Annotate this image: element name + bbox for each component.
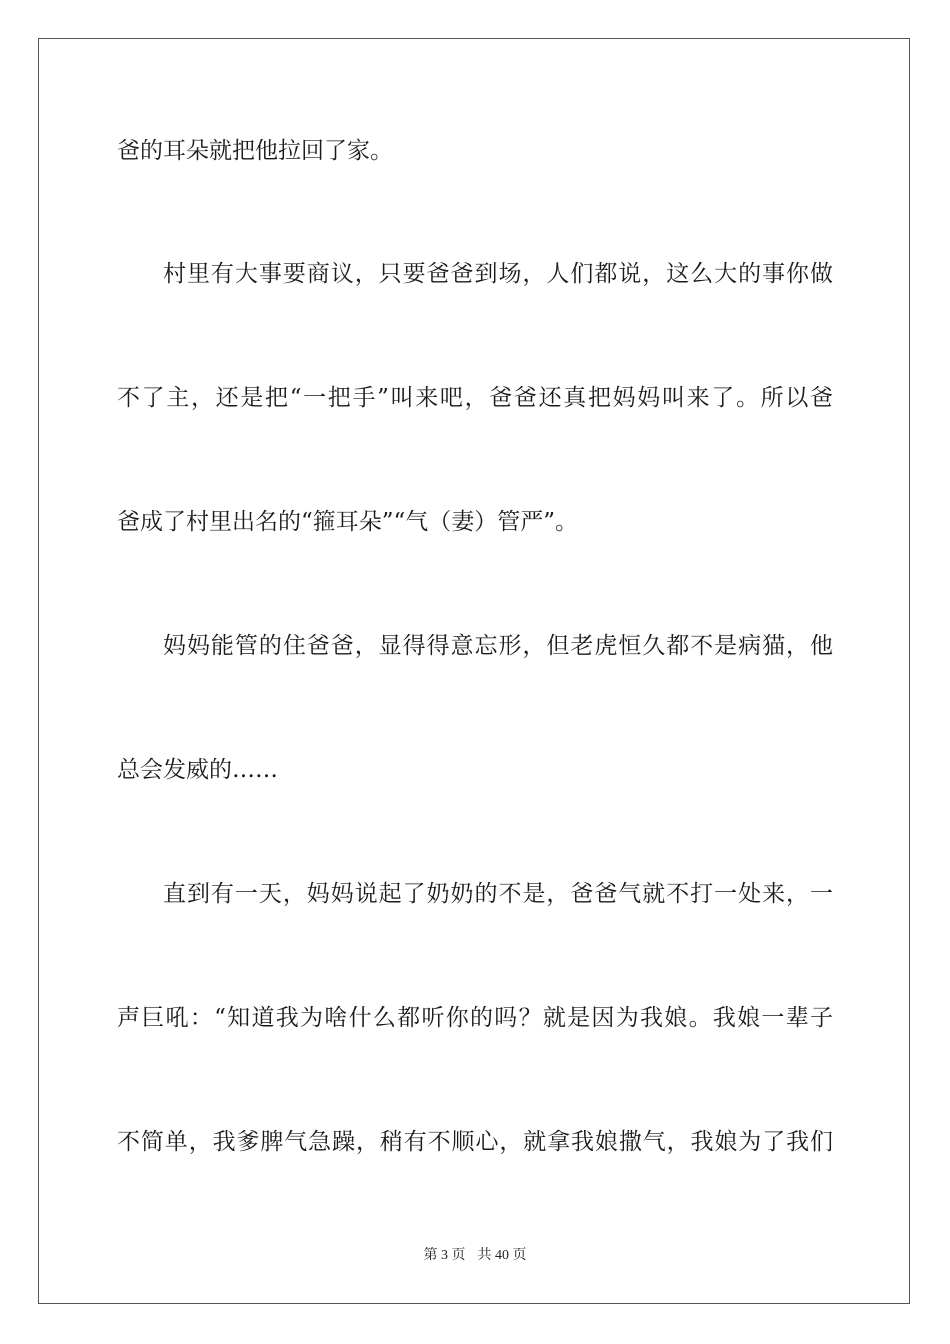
text-line-7: 直到有一天，妈妈说起了奶奶的不是，爸爸气就不打一处来，一	[163, 881, 833, 907]
text-line-4: 爸成了村里出名的“箍耳朵”“气（妻）管严”。	[117, 509, 579, 535]
text-line-3: 不了主，还是把“一把手”叫来吧，爸爸还真把妈妈叫来了。所以爸	[117, 385, 833, 411]
text-line-8: 声巨吼：“知道我为啥什么都听你的吗？就是因为我娘。我娘一辈子	[117, 1005, 833, 1031]
page-footer	[0, 1247, 950, 1265]
page-border	[38, 38, 910, 1304]
text-line-1: 爸的耳朵就把他拉回了家。	[117, 138, 393, 164]
text-line-5: 妈妈能管的住爸爸，显得得意忘形，但老虎恒久都不是病猫，他	[163, 633, 833, 659]
page-number: 第 3 页	[423, 1248, 466, 1263]
page-total: 共 40 页	[477, 1248, 527, 1263]
text-line-9: 不简单，我爹脾气急躁，稍有不顺心，就拿我娘撒气，我娘为了我们	[117, 1129, 833, 1155]
text-line-2: 村里有大事要商议，只要爸爸到场，人们都说，这么大的事你做	[163, 261, 833, 287]
text-line-6: 总会发威的……	[117, 757, 278, 783]
